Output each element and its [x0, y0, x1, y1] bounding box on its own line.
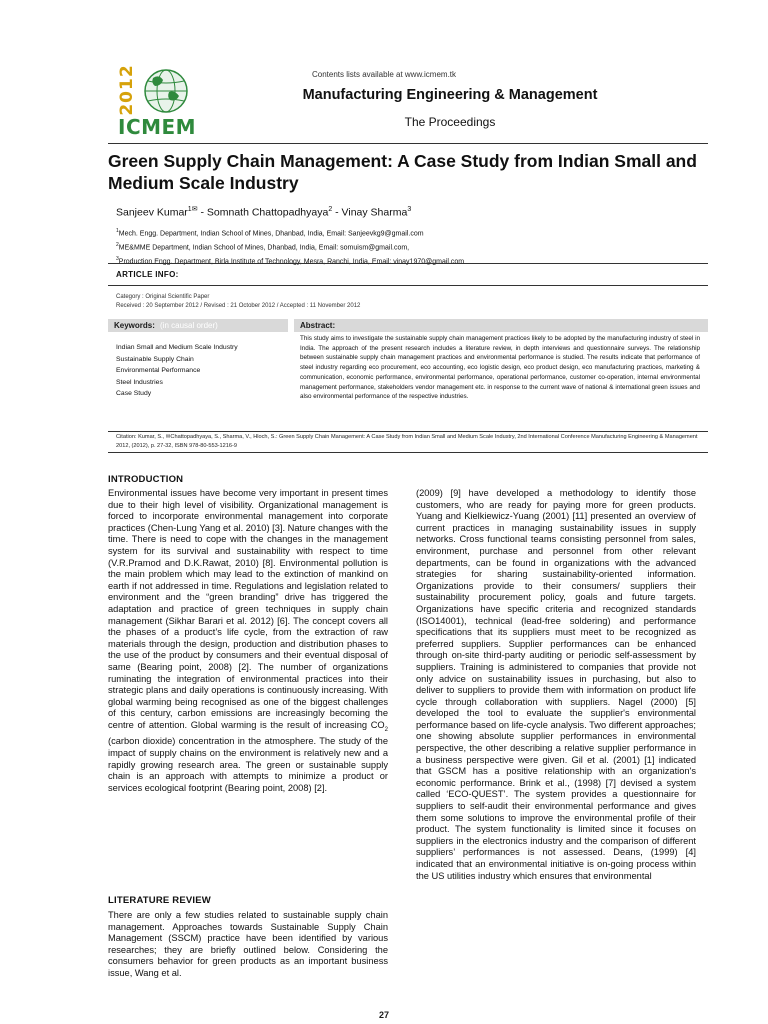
author-2: - Somnath Chattopadhyaya: [197, 206, 329, 219]
header-divider: [108, 143, 708, 144]
literature-review-heading: LITERATURE REVIEW: [108, 895, 211, 906]
proceedings-label: The Proceedings: [404, 115, 496, 129]
article-category: Category : Original Scientific Paper Received : 20 September 2012 / Revised : 21 October 2012 / Accepted : 11 November 2012: [116, 294, 361, 309]
logo-year: 2012: [117, 64, 137, 116]
introduction-text: Environmental issues have become very important in present times due to their high level of visibility. Organizational management is forced to incorporate environmental management into corporate practices (Chen-Lung Yang et al. 2010) [3]. Nature changes with the time. There is need to cope with the changes in the management system for its survival and sustainability with respect to time (V.R.Pramod and D.K.Rawat, 2010) [8]. Environmental pollution is the main problem which may lead to the extinction of mankind on earth if not addressed in time. Regulations and legislation related to environment and the “green branding” drive has triggered the adaptation and practice of green techniques in supply chain management (Sikhar Barari et al. 2012) [6]. The concept covers all the phases of a product’s life cycle, from the extraction of raw materials through the design, production and distribution phases to the use of the product by consumers and their eventual disposal of same (Bearing point, 2008) [2]. The number of organizations ruminating the integration of environmental practices into their strategic plans and daily operations is continuously increasing. With global warming being recognised as one of the biggest challenges of this century, carbon emissions are increasingly becoming the centre of attention. Global warming is the result of increasing $CO_2$ (carbon dioxide) concentration in the atmosphere. The study of the impact of supply chains on the environment is relatively new and a rapidly growing research area. The green or sustainable supply chain is an approach with attempts to minimize a product or services ecological footprint (Bearing point, 2008) [2].: [108, 488, 388, 793]
keyword-item: Case Study: [116, 390, 152, 397]
author-1: Sanjeev Kumar: [116, 206, 188, 219]
citation-bottom-divider: [108, 452, 708, 453]
literature-review-text: There are only a few studies related to sustainable supply chain management. Approaches towards Sustainable Supply Chain Management (SSCM) practice have been identified by various researches; they are briefly outlined below. Considering the consumers behavior for green products as an important business issue, Wang et al.: [108, 910, 388, 978]
author-3: - Vinay Sharma: [332, 206, 408, 219]
keywords-hint: (in causal order): [160, 321, 218, 330]
author-2-sup: 2: [328, 206, 333, 213]
article-info-heading: ARTICLE INFO:: [116, 270, 179, 279]
affiliation-3: $^3$Production Engg. Department, Birla Institute of Technology, Mesra, Ranchi, India, Email: vinay1970@gmail.com: [116, 255, 465, 265]
abstract-label: Abstract:: [300, 321, 336, 330]
keyword-item: Sustainable Supply Chain: [116, 355, 194, 363]
journal-title: Manufacturing Engineering & Management: [302, 87, 598, 103]
affiliation-1: $^1$Mech. Engg. Department, Indian School of Mines, Dhanbad, India, Email: Sanjeevkg9@gmail.com: [116, 228, 424, 238]
right-column-text: (2009) [9] have developed a methodology to identify those customers, who are ready for paying more for green products. Yuang and Kielkiewicz-Yuang (2001) [11] presented an overview of current practices in managing sustainability issues in supply networks. Cross functional teams consisting personnel from sales, environment, purchase and personnel from other relevant departments, can be found in organizations with the advanced strategies for sharing sustainability-oriented information. Organizations provide to their consumers/ suppliers their sustainability procurement policy, goals and future targets. Organizations have specific criteria and recognized standards (ISO14001), technical (lead-free soldering) and performance specifications that its suppliers must meet to be recognized as preferred suppliers. Supplier performances can be enhanced through on-site third-party auditing or periodic self-assessment by suppliers. Training is administered to companies that provide not only advice on sustainability issues in purchasing, but also to deliver to suppliers to provide them with information on product life cycle through collaboration with suppliers. Nagel (2000) [5] developed the tool to evaluate the supplier's environmental performance based on life-cycle analysis. Two different approaches; one showing absolute supplier performances in environmental perspective, the other describing a relative supplier performance in a business perspective were given. Gil et al. (2001) [1] indicated that GSCM has a positive relationship with an organization's economic performance. Brink et al., (1998) [7] devised a system called ‘ECO-QUEST’. The system provides a questionnaire for suppliers to self-audit their environmental performance and gives them some solutions to improve the environmental profile of their product. The system functionality is limited since it focuses on suppliers in the electronics industry and the comparison of different suppliers’ performances is not assessed. Deans, (1999) [4] indicated that an environmental initiative is on-going process within the US utilities industry which ensures that environmental: [416, 488, 696, 881]
keywords-list: [116, 342, 238, 400]
article-info-underline: [108, 285, 708, 286]
logo-text: ICMEM: [118, 115, 197, 139]
paper-title: Green Supply Chain Management: A Case Study from Indian Small and Medium Scale Industry: [108, 151, 697, 193]
keyword-item: Indian Small and Medium Scale Industry: [116, 344, 238, 351]
affiliation-2: $^2$ME&MME Department, Indian School of Mines, Dhanbad, India, Email: somuism@gmail.com,: [116, 241, 410, 252]
abstract-text: This study aims to investigate the sustainable supply chain management practices likely to be adopted by the manufacturing industry of steel in India. The approach of the present research includes a literature review, in depth interviews and questionnaire surveys. The relationship between sustainable supply chain management practices and environmental performance is studied. The results indicate that performance of steel industry regarding eco procurement, eco accounting, eco logistic design, eco product design, eco manufacturing practices, marketing & communication, economic performance, environmental performance, operational performance, customer co-operation, internal environmental management performance, stakeholders vendor management etc. in response to the current wave of national & international green issues and also environmental performance of the respective industries.: [300, 335, 700, 401]
keywords-label: Keywords:: [114, 321, 155, 330]
page-number: 27: [378, 1010, 389, 1020]
keyword-item: Environmental Performance: [116, 367, 201, 374]
citation-text: Citation: Kumar, S., ✉Chattopadhyaya, S., Sharma, V., Hloch, S.: Green Supply Chain Management: A Case Study from Indian Small and Medium Scale Industry, 2nd International Conference Manufacturing Engineering & Management 2012, (2012), p. 27-32, ISBN 978-80-553-1216-9: [116, 434, 698, 449]
contents-line: Contents lists available at www.icmem.tk: [311, 70, 457, 79]
author-3-sup: 3: [407, 206, 412, 213]
abstract-header: [294, 319, 708, 332]
citation-divider: [108, 431, 708, 432]
keywords-header: [108, 319, 288, 332]
keyword-item: Steel Industries: [116, 378, 163, 386]
author-line: [116, 205, 411, 219]
introduction-heading: INTRODUCTION: [108, 474, 184, 485]
affiliations: [116, 226, 464, 267]
article-info-divider: [108, 263, 708, 264]
author-1-sup: 1✉: [187, 206, 198, 213]
